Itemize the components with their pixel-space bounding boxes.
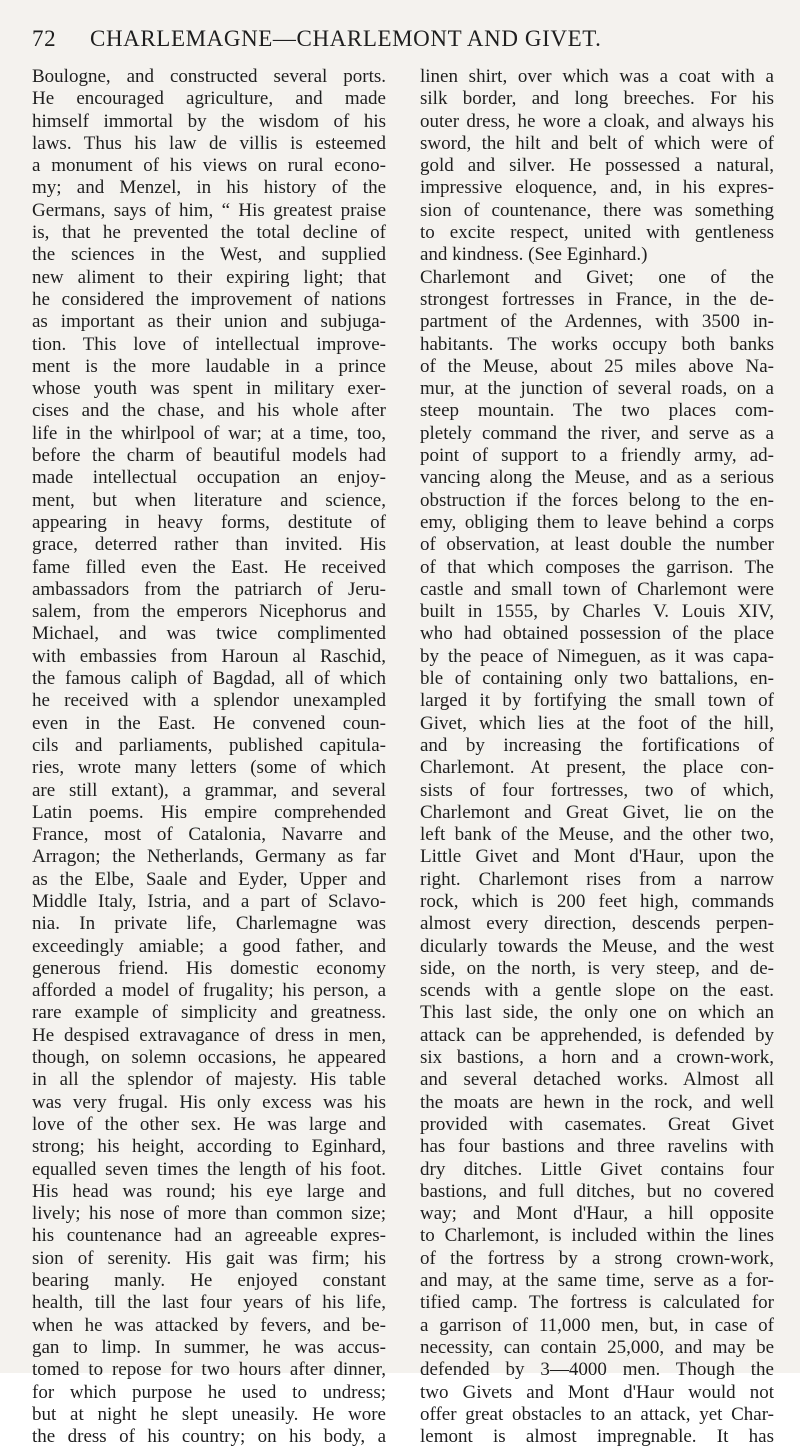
text-line: tified camp. The fortress is calculated for [420,1292,774,1314]
text-line: appearing in heavy forms, destitute of [32,511,386,533]
text-line: right. Charlemont rises from a narrow [420,868,774,890]
text-line: was very frugal. His only excess was his [32,1091,386,1113]
text-line: lemont is almost impregnable. It has [420,1426,774,1448]
text-line: of the Meuse, about 25 miles above Na- [420,355,774,377]
text-line: lively; his nose of more than common size; [32,1203,386,1225]
text-line: point of support to a friendly army, ad- [420,445,774,467]
text-line: gold and silver. He possessed a natural, [420,155,774,177]
text-line: with embassies from Haroun al Raschid, [32,645,386,667]
text-line: nia. In private life, Charlemagne was [32,913,386,935]
text-line: generous friend. His domestic economy [32,957,386,979]
text-line: almost every direction, descends perpen- [420,913,774,935]
text-line: Charlemont and Great Givet, lie on the [420,801,774,823]
text-line: linen shirt, over which was a coat with a [420,66,774,87]
text-line: pletely command the river, and serve as a [420,422,774,444]
text-line: is, that he prevented the total decline of [32,222,386,244]
text-line: ment, but when literature and science, [32,489,386,511]
text-line: Germans, says of him, “ His greatest praise [32,199,386,221]
text-line: six bastions, a horn and a crown-work, [420,1047,774,1069]
text-line: whose youth was spent in military exer- [32,378,386,400]
text-line: silk border, and long breeches. For his [420,88,774,110]
text-line: as the Elbe, Saale and Eyder, Upper and [32,868,386,890]
text-line: vancing along the Meuse, and as a serious [420,467,774,489]
text-line: larged it by fortifying the small town of [420,690,774,712]
text-line: Charlemont and Givet; one of the [420,266,774,288]
text-line: of observation, at least double the number [420,534,774,556]
text-line: of the fortress by a strong crown-work, [420,1247,774,1269]
text-line: to Charlemont, is included within the lines [420,1225,774,1247]
text-line: a monument of his views on rural econo- [32,155,386,177]
text-line: in all the splendor of majesty. His table [32,1069,386,1091]
text-line: my; and Menzel, in his history of the [32,177,386,199]
text-line: himself immortal by the wisdom of his [32,110,386,132]
text-line: for which purpose he used to undress; [32,1381,386,1403]
text-line: rock, which is 200 feet high, commands [420,890,774,912]
text-line: left bank of the Meuse, and the other two, [420,824,774,846]
text-line: the famous caliph of Bagdad, all of which [32,668,386,690]
text-line: dicularly towards the Meuse, and the west [420,935,774,957]
running-title: CHARLEMAGNE—CHARLEMONT AND GIVET. [90,26,602,51]
text-line: outer dress, he wore a cloak, and always his [420,110,774,132]
text-line: his countenance had an agreeable expres- [32,1225,386,1247]
text-line: the sciences in the West, and supplied [32,244,386,266]
text-line: he received with a splendor unexampled [32,690,386,712]
text-line: to excite respect, united with gentleness [420,222,774,244]
text-line: rare example of simplicity and greatness. [32,1002,386,1024]
text-line: Charlemont. At present, the place con- [420,757,774,779]
text-line: and by increasing the fortifications of [420,734,774,756]
text-line: steep mountain. The two places com- [420,400,774,422]
text-line: strongest fortresses in France, in the de- [420,288,774,310]
text-line: by the peace of Nimeguen, as it was capa- [420,645,774,667]
left-text-column [32,66,386,1448]
text-line: tomed to repose for two hours after dinner, [32,1359,386,1381]
text-line: Latin poems. His empire comprehended [32,801,386,823]
text-line: though, on solemn occasions, he appeared [32,1047,386,1069]
text-line: as important as their union and subjuga- [32,311,386,333]
text-line: love of the other sex. He was large and [32,1113,386,1135]
text-line: castle and small town of Charlemont were [420,578,774,600]
text-line: cils and parliaments, published capitula- [32,734,386,756]
text-line: defended by 3—4000 men. Though the [420,1359,774,1381]
text-line: impressive eloquence, and, in his expres- [420,177,774,199]
text-line: bastions, and full ditches, but no covered [420,1180,774,1202]
text-line: Boulogne, and constructed several ports. [32,66,386,87]
text-line: cises and the chase, and his whole after [32,400,386,422]
text-line: but at night he slept uneasily. He wore [32,1403,386,1425]
text-line: the dress of his country; on his body, a [32,1426,386,1448]
text-line: when he was attacked by fevers, and be- [32,1314,386,1336]
text-line: grace, deterred rather than invited. His [32,534,386,556]
right-text-column [420,66,774,1448]
text-line: sion of countenance, there was something [420,199,774,221]
text-line: the moats are hewn in the rock, and well [420,1091,774,1113]
text-line: health, till the last four years of his life, [32,1292,386,1314]
text-line: Middle Italy, Istria, and a part of Sclavo- [32,890,386,912]
text-line: laws. Thus his law de villis is esteemed [32,132,386,154]
text-line: equalled seven times the length of his foot. [32,1158,386,1180]
text-line: ble of containing only two battalions, en- [420,668,774,690]
text-line: of that which composes the garrison. The [420,556,774,578]
running-header [32,26,774,60]
text-line: attack can be apprehended, is defended by [420,1024,774,1046]
text-line: emy, obliging them to leave behind a corps [420,511,774,533]
text-line: exceedingly amiable; a good father, and [32,935,386,957]
text-line: tion. This love of intellectual improve- [32,333,386,355]
text-line: ries, wrote many letters (some of which [32,757,386,779]
text-line: strong; his height, according to Eginhard, [32,1136,386,1158]
text-line: a garrison of 11,000 men, but, in case of [420,1314,774,1336]
text-line: salem, from the emperors Nicephorus and [32,601,386,623]
text-line: He encouraged agriculture, and made [32,88,386,110]
text-line: provided with casemates. Great Givet [420,1113,774,1135]
text-line: Little Givet and Mont d'Haur, upon the [420,846,774,868]
text-line: France, most of Catalonia, Navarre and [32,824,386,846]
text-line: gan to limp. In summer, he was accus- [32,1336,386,1358]
text-line: built in 1555, by Charles V. Louis XIV, [420,601,774,623]
text-line: sists of four fortresses, two of which, [420,779,774,801]
text-line: dry ditches. Little Givet contains four [420,1158,774,1180]
text-line: ambassadors from the patriarch of Jeru- [32,578,386,600]
text-line: He despised extravagance of dress in men, [32,1024,386,1046]
text-line: Givet, which lies at the foot of the hill, [420,712,774,734]
text-line: His head was round; his eye large and [32,1180,386,1202]
text-line: before the charm of beautiful models had [32,445,386,467]
text-line: two Givets and Mont d'Haur would not [420,1381,774,1403]
text-line: life in the whirlpool of war; at a time, too, [32,422,386,444]
text-line: way; and Mont d'Haur, a hill opposite [420,1203,774,1225]
text-line: sword, the hilt and belt of which were of [420,132,774,154]
text-line: new aliment to their expiring light; that [32,266,386,288]
text-line: fame filled even the East. He received [32,556,386,578]
text-line: Arragon; the Netherlands, Germany as far [32,846,386,868]
text-line: and several detached works. Almost all [420,1069,774,1091]
text-line: habitants. The works occupy both banks [420,333,774,355]
text-line: and may, at the same time, serve as a for- [420,1270,774,1292]
text-line: ment is the more laudable in a prince [32,355,386,377]
text-line: afforded a model of frugality; his person, a [32,980,386,1002]
text-line: offer great obstacles to an attack, yet Char- [420,1403,774,1425]
text-line: made intellectual occupation an enjoy- [32,467,386,489]
text-line: mur, at the junction of several roads, on a [420,378,774,400]
text-line: even in the East. He convened coun- [32,712,386,734]
text-line: sion of serenity. His gait was firm; his [32,1247,386,1269]
text-line: and kindness. (See Eginhard.) [420,244,648,266]
text-line: This last side, the only one on which an [420,1002,774,1024]
text-line: scends with a gentle slope on the east. [420,980,774,1002]
text-line: he considered the improvement of nations [32,288,386,310]
text-line: necessity, can contain 25,000, and may be [420,1336,774,1358]
text-line: Michael, and was twice complimented [32,623,386,645]
text-line: has four bastions and three ravelins with [420,1136,774,1158]
text-line: partment of the Ardennes, with 3500 in- [420,311,774,333]
page-number: 72 [32,26,57,51]
text-line: who had obtained possession of the place [420,623,774,645]
text-line: bearing manly. He enjoyed constant [32,1270,386,1292]
text-line: are still extant), a grammar, and several [32,779,386,801]
text-line: side, on the north, is very steep, and de- [420,957,774,979]
text-line: obstruction if the forces belong to the en- [420,489,774,511]
